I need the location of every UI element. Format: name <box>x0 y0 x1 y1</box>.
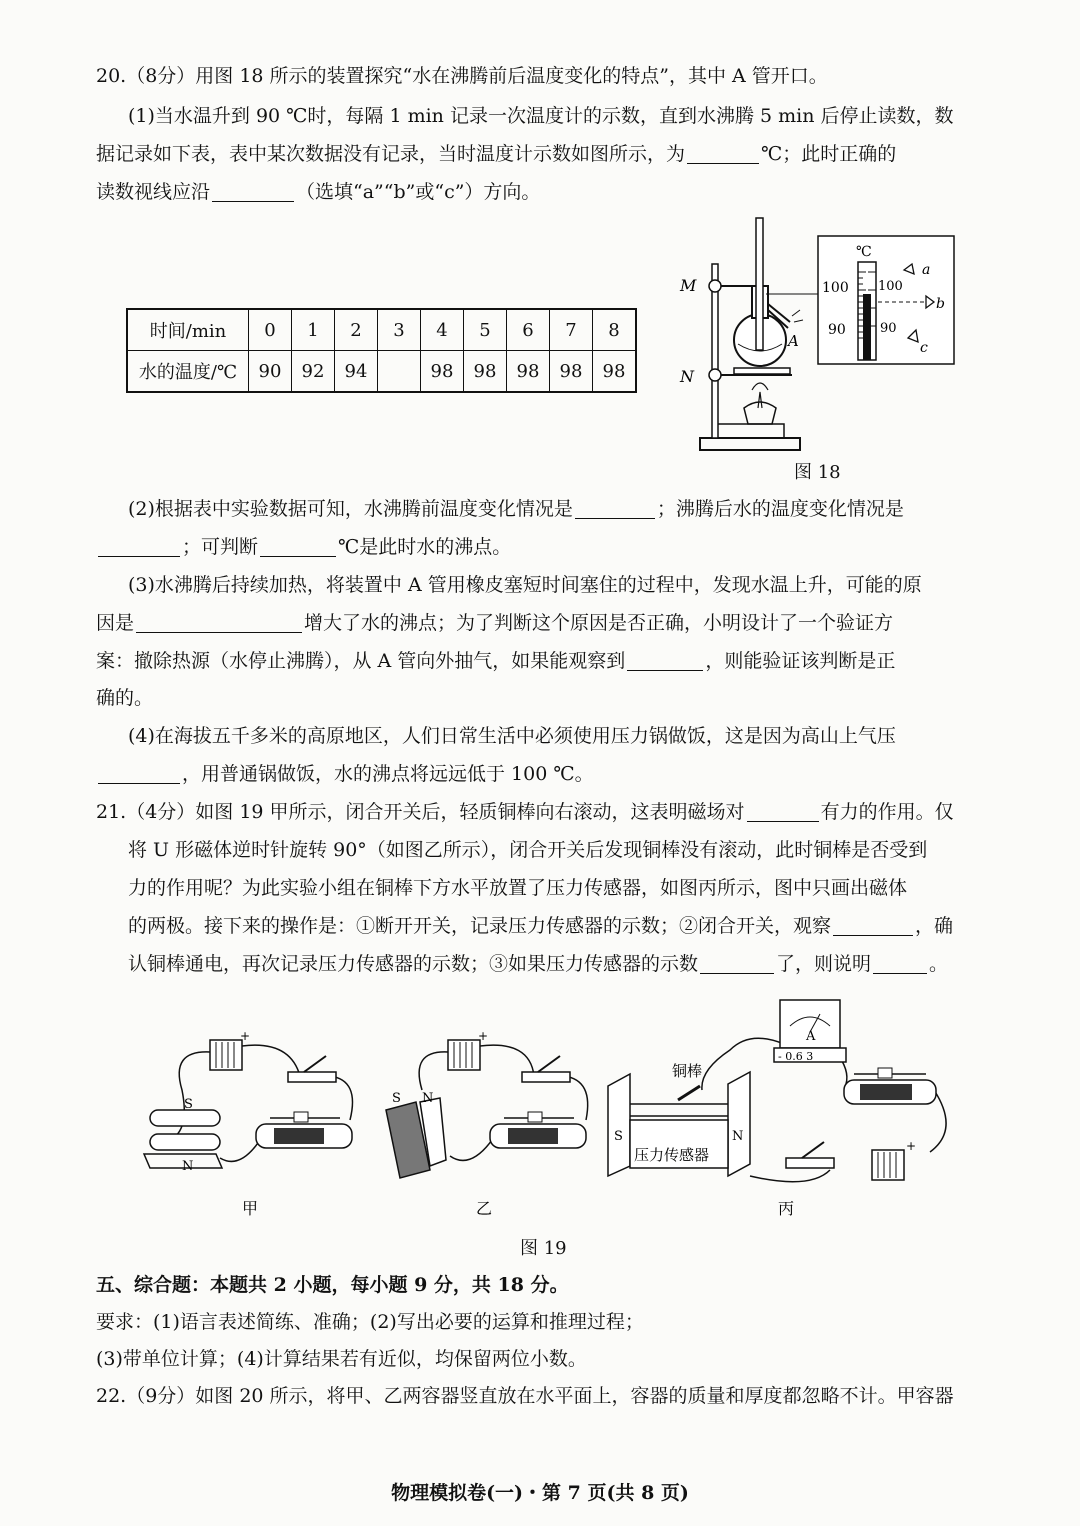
text: ；沸腾后水的温度变化情况是 <box>656 498 904 520</box>
magnet-s-block <box>608 1074 630 1176</box>
table-cell: 94 <box>335 351 378 393</box>
text: ℃；此时正确的 <box>761 143 897 165</box>
answer-blank[interactable] <box>627 650 703 671</box>
text: 读数视线应沿 <box>96 181 211 203</box>
label-n: N <box>680 367 694 386</box>
answer-blank[interactable] <box>212 181 294 202</box>
section-5-title: 五、综合题：本题共 2 小题，每小题 9 分，共 18 分。 <box>96 1274 569 1296</box>
figure-19-circuits <box>130 990 970 1220</box>
u-magnet <box>150 1110 220 1126</box>
battery-icon <box>210 1040 242 1070</box>
stand-base <box>700 438 800 450</box>
plus-sign: + <box>906 1139 917 1153</box>
q20-p4-line1: (4)在海拔五千多米的高原地区，人们日常生活中必须使用压力锅做饭，这是因为高山上气压 <box>128 725 896 747</box>
tick-90-right: 90 <box>880 321 897 336</box>
table-cell: 98 <box>550 351 593 393</box>
answer-blank[interactable] <box>687 143 759 164</box>
q20-p1-line3 <box>96 178 540 206</box>
label-pressure-sensor: 压力传感器 <box>634 1146 710 1164</box>
answer-blank[interactable] <box>260 536 336 557</box>
table-row <box>127 351 636 393</box>
label-s: S <box>184 1097 193 1112</box>
answer-blank[interactable] <box>873 953 927 974</box>
table-cell: 98 <box>421 351 464 393</box>
text: 据记录如下表，表中某次数据没有记录，当时温度计示数如图所示，为 <box>96 143 686 165</box>
text: （选填“a”“b”或“c”）方向。 <box>296 181 541 203</box>
alcohol-burner <box>744 402 776 424</box>
text: 。 <box>929 953 949 975</box>
q21-line3: 力的作用呢？为此实验小组在铜棒下方水平放置了压力传感器，如图丙所示，图中只画出磁体 <box>128 877 908 899</box>
table-cell: 5 <box>464 309 507 351</box>
label-celsius: ℃ <box>856 244 872 260</box>
text: ，用普通锅做饭，水的沸点将远远低于 100 ℃。 <box>182 763 594 785</box>
plus-sign: + <box>240 1029 251 1043</box>
row-header: 时间/min <box>127 309 249 351</box>
label-n: N <box>182 1159 194 1174</box>
q20-p4-line2 <box>96 760 594 788</box>
answer-blank[interactable] <box>700 953 774 974</box>
tick-90-left: 90 <box>828 322 846 338</box>
text: 21.（4分）如图 19 甲所示，闭合开关后，轻质铜棒向右滚动，这表明磁场对 <box>96 801 745 823</box>
answer-blank[interactable] <box>575 498 655 519</box>
table-cell: 1 <box>292 309 335 351</box>
label-n: N <box>732 1129 744 1144</box>
label-s: S <box>614 1129 623 1144</box>
table-cell: 4 <box>421 309 464 351</box>
switch-icon <box>522 1072 570 1082</box>
answer-blank[interactable] <box>136 612 302 633</box>
table-cell: 92 <box>292 351 335 393</box>
section-5-requirements-1: 要求：(1)语言表述简练、准确；(2)写出必要的运算和推理过程； <box>96 1311 644 1333</box>
switch-icon <box>786 1158 834 1168</box>
table-cell: 98 <box>507 351 550 393</box>
figure-19-caption: 图 19 <box>520 1238 567 1259</box>
figure-18-apparatus <box>672 212 972 468</box>
q20-p3-line3 <box>96 647 895 675</box>
thermometer-inset <box>818 236 954 364</box>
table-cell: 0 <box>249 309 292 351</box>
table-cell: 98 <box>464 351 507 393</box>
circuit-yi <box>386 1029 588 1218</box>
battery-icon <box>872 1150 904 1180</box>
clamp-n <box>709 369 721 381</box>
table-cell: 98 <box>593 351 637 393</box>
text: ；可判断 <box>182 536 259 558</box>
burner-base <box>716 424 784 438</box>
text: (2)根据表中实验数据可知，水沸腾前温度变化情况是 <box>128 498 573 520</box>
q21-line4 <box>128 912 953 940</box>
data-table <box>126 308 637 393</box>
text: 的两极。接下来的操作是：①断开开关，记录压力传感器的示数；②闭合开关，观察 <box>128 915 832 937</box>
text: 增大了水的沸点；为了判断这个原因是否正确，小明设计了一个验证方 <box>304 612 894 634</box>
q20-p1-line1: (1)当水温升到 90 ℃时，每隔 1 min 记录一次温度计的示数，直到水沸腾 5 min 后停止读数，数 <box>128 105 954 127</box>
battery-icon <box>448 1040 480 1070</box>
table-row <box>127 309 636 351</box>
label-bing: 丙 <box>778 1199 795 1218</box>
table-cell: 2 <box>335 309 378 351</box>
table-cell: 8 <box>593 309 637 351</box>
text: 案：撤除热源（水停止沸腾），从 A 管向外抽气，如果能观察到 <box>96 650 626 672</box>
q21-line2: 将 U 形磁体逆时针旋转 90°（如图乙所示），闭合开关后发现铜棒没有滚动，此时铜棒是否受到 <box>128 839 928 861</box>
ammeter-scale: - 0.6 3 <box>778 1050 814 1063</box>
circuit-jia <box>144 1029 353 1218</box>
magnet-n-block <box>728 1072 750 1176</box>
q22-line1: 22.（9分）如图 20 所示，将甲、乙两容器竖直放在水平面上，容器的质量和厚度都忽略不计。甲容器 <box>96 1385 954 1407</box>
page-footer: 物理模拟卷(一)・第 7 页(共 8 页) <box>391 1482 689 1504</box>
q20-p3-line1: (3)水沸腾后持续加热，将装置中 A 管用橡皮塞短时间塞住的过程中，发现水温上升，可能的原 <box>128 574 922 596</box>
thermometer <box>756 218 763 350</box>
q20-title: 20.（8分）用图 18 所示的装置探究“水在沸腾前后温度变化的特点”，其中 A 管开口。 <box>96 65 828 87</box>
clamp-m <box>709 280 721 292</box>
label-c: c <box>920 340 928 356</box>
q20-p2-line2 <box>96 533 511 561</box>
label-b: b <box>936 296 945 312</box>
section-5-requirements-2: (3)带单位计算；(4)计算结果若有近似，均保留两位小数。 <box>96 1348 587 1370</box>
text: 认铜棒通电，再次记录压力传感器的示数；③如果压力传感器的示数 <box>128 953 699 975</box>
table-cell: 7 <box>550 309 593 351</box>
q20-p1-line2 <box>96 140 896 168</box>
label-jia: 甲 <box>242 1199 259 1218</box>
table-cell: 6 <box>507 309 550 351</box>
wire-gauze <box>734 368 790 374</box>
label-copper-rod: 铜棒 <box>672 1062 703 1080</box>
text: 了，则说明 <box>776 953 872 975</box>
label-yi: 乙 <box>476 1199 493 1218</box>
q20-p2-line1 <box>128 495 904 523</box>
q21-line5 <box>128 950 948 978</box>
q20-p3-line4: 确的。 <box>96 687 154 709</box>
answer-blank[interactable] <box>747 801 819 822</box>
ammeter-label: A <box>806 1029 816 1044</box>
q21-line1 <box>96 798 954 826</box>
text: ℃是此时水的沸点。 <box>338 536 512 558</box>
table-cell: 90 <box>249 351 292 393</box>
label-a: a <box>922 262 931 278</box>
copper-rod <box>678 1086 700 1100</box>
switch-icon <box>288 1072 336 1082</box>
text: ，确 <box>915 915 954 937</box>
text: 有力的作用。仅 <box>820 801 954 823</box>
answer-blank[interactable] <box>833 915 913 936</box>
text: ，则能验证该判断是正 <box>705 650 896 672</box>
mercury-column <box>863 294 871 360</box>
label-a-tube: A <box>788 332 799 350</box>
answer-blank[interactable] <box>98 763 180 784</box>
circuit-bing <box>608 1000 946 1218</box>
figure-18-caption: 图 18 <box>794 462 841 483</box>
label-s: S <box>392 1091 401 1106</box>
plus-sign: + <box>478 1029 489 1043</box>
table-cell: 3 <box>378 309 421 351</box>
tick-100-left: 100 <box>822 280 849 296</box>
label-m: M <box>680 276 697 295</box>
q20-p3-line2 <box>96 609 893 637</box>
text: 因是 <box>96 612 135 634</box>
answer-blank[interactable] <box>98 536 180 557</box>
row-header: 水的温度/℃ <box>127 351 249 393</box>
tick-100-right: 100 <box>878 279 903 294</box>
table-cell <box>378 351 421 393</box>
label-n: N <box>422 1091 434 1106</box>
